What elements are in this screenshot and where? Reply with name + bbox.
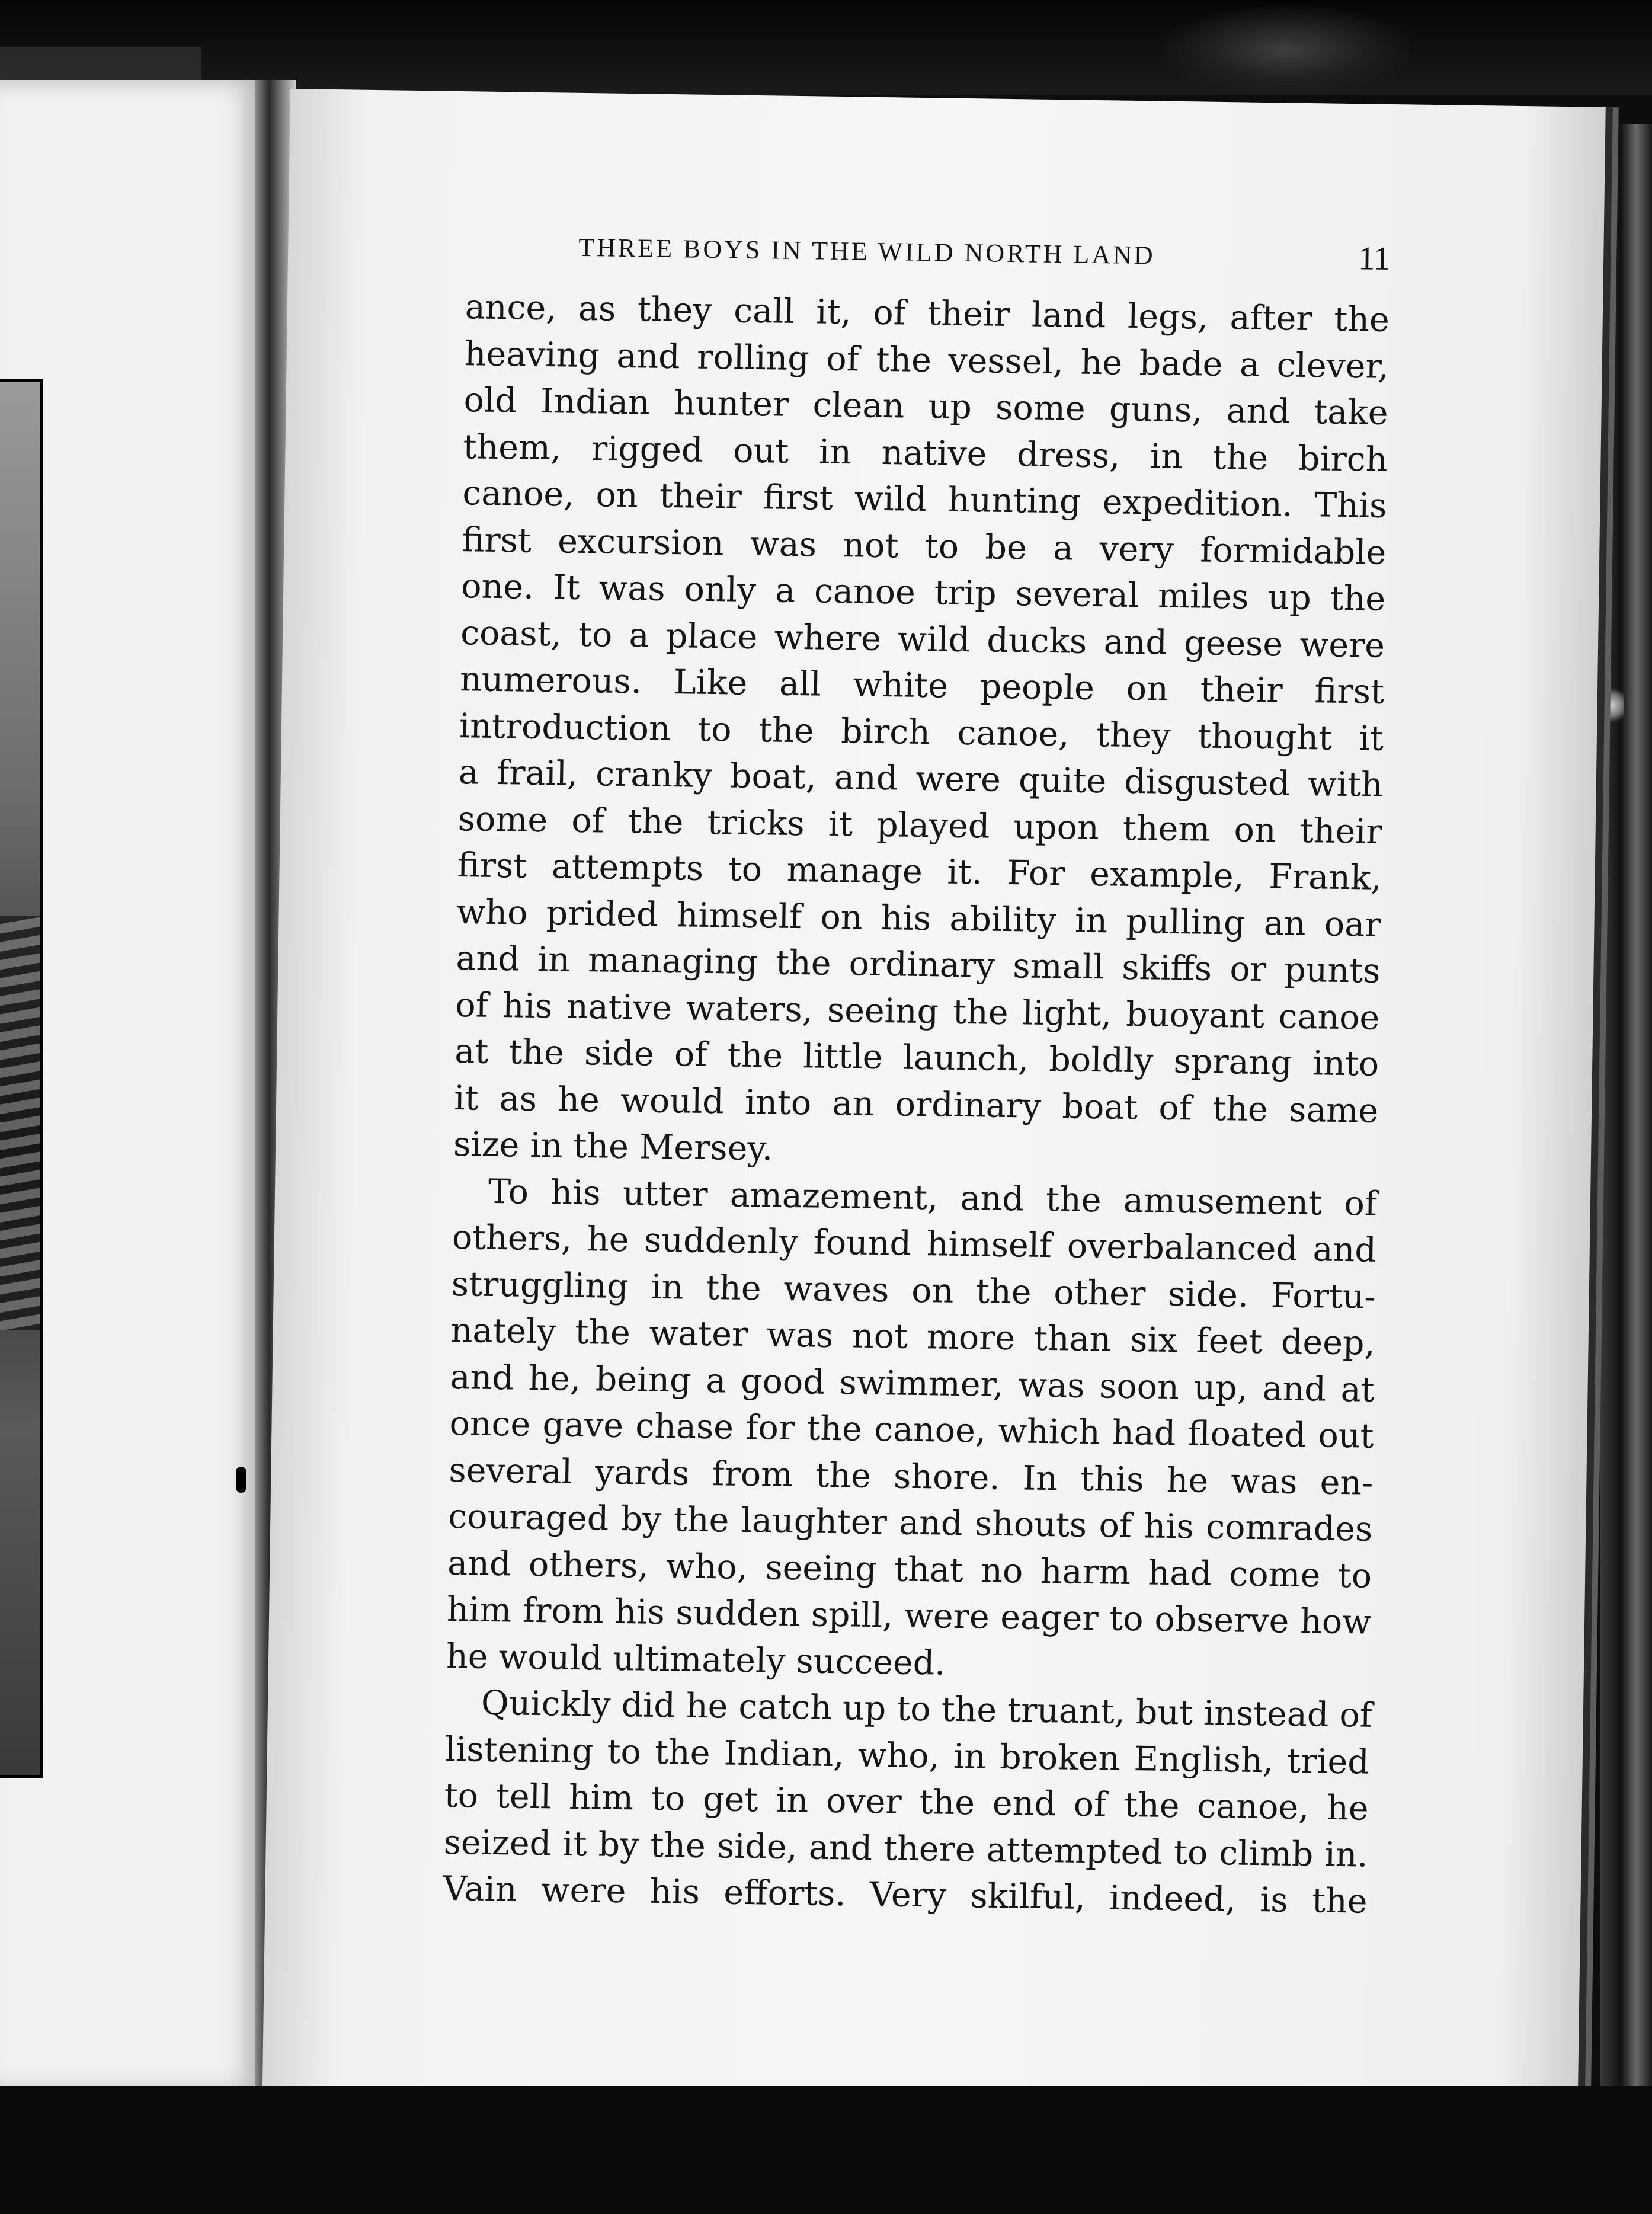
text-line: numerous. Like all white people on their first: [459, 660, 1385, 712]
scan-top-left-strip: [0, 47, 201, 83]
text-line: it as he would into an ordinary boat of the same: [453, 1078, 1379, 1131]
right-page: [262, 89, 1606, 2122]
text-line-paragraph-end: size in the Mersey.: [453, 1125, 773, 1169]
text-line: first excursion was not to be a very formidable: [461, 520, 1387, 572]
text-line: him from his sudden spill, were eager to observe how: [446, 1589, 1372, 1642]
text-line: heaving and rolling of the vessel, he bade a clever,: [464, 334, 1390, 386]
text-line: who prided himself on his ability in pulling an oar: [456, 892, 1381, 945]
text-line: old Indian hunter clean up some guns, and take: [463, 380, 1389, 433]
text-line-paragraph-end: he would ultimately succeed.: [446, 1636, 946, 1683]
text-line: some of the tricks it played upon them on their: [457, 799, 1383, 852]
text-line: at the side of the little launch, boldly sprang into: [454, 1032, 1379, 1084]
left-page-illustration-edge: [0, 379, 43, 1778]
text-line: of his native waters, seeing the light, buoyant canoe: [454, 985, 1380, 1038]
text-line: to tell him to get in over the end of the canoe, he: [444, 1775, 1369, 1828]
text-line: coast, to a place where wild ducks and geese were: [460, 613, 1385, 666]
text-line: and in managing the ordinary small skiffs or punts: [456, 939, 1381, 991]
text-line: one. It was only a canoe trip several miles up the: [460, 567, 1386, 619]
text-line: and others, who, seeing that no harm had come to: [447, 1543, 1372, 1596]
scan-bottom-border: [0, 2086, 1652, 2214]
text-line-paragraph-start: Quickly did he catch up to the truant, but instead of: [481, 1683, 1373, 1735]
text-line: first attempts to manage it. For example, Frank,: [457, 846, 1382, 898]
text-line: nately the water was not more than six feet deep,: [450, 1310, 1376, 1363]
text-line: them, rigged out in native dress, in the birch: [463, 427, 1388, 479]
page-text-block: [443, 231, 1390, 1925]
text-line: Vain were his efforts. Very skilful, indeed, is the: [443, 1869, 1368, 1921]
text-line: a frail, cranky boat, and were quite disgusted with: [458, 753, 1384, 805]
text-line: introduction to the birch canoe, they thought it: [459, 706, 1384, 759]
scan-blotch: [1161, 6, 1410, 95]
text-line: several yards from the shore. In this he was en-: [449, 1450, 1374, 1503]
text-line: others, he suddenly found himself overbalanced and: [452, 1218, 1377, 1270]
text-line: couraged by the laughter and shouts of his comrades: [447, 1496, 1373, 1549]
text-line: and he, being a good swimmer, was soon up, and at: [450, 1357, 1375, 1410]
text-line: seized it by the side, and there attempted to climb in.: [443, 1822, 1369, 1875]
text-line-paragraph-start: To his utter amazement, and the amusement of: [488, 1172, 1378, 1224]
edge-mark: [1600, 687, 1624, 723]
text-line: listening to the Indian, who, in broken English, tried: [444, 1729, 1370, 1782]
book-edge-right: [1600, 124, 1652, 2098]
text-line: struggling in the waves on the other side. Fortu-: [451, 1264, 1376, 1317]
running-head-title: THREE BOYS IN THE WILD NORTH LAND: [578, 232, 1155, 270]
page-number: 11: [1358, 240, 1391, 277]
text-line: canoe, on their first wild hunting expedition. This: [462, 473, 1387, 526]
text-line: ance, as they call it, of their land legs, after the: [465, 287, 1390, 340]
binding-hole: [236, 1467, 246, 1493]
text-line: once gave chase for the canoe, which had floated out: [449, 1403, 1374, 1456]
